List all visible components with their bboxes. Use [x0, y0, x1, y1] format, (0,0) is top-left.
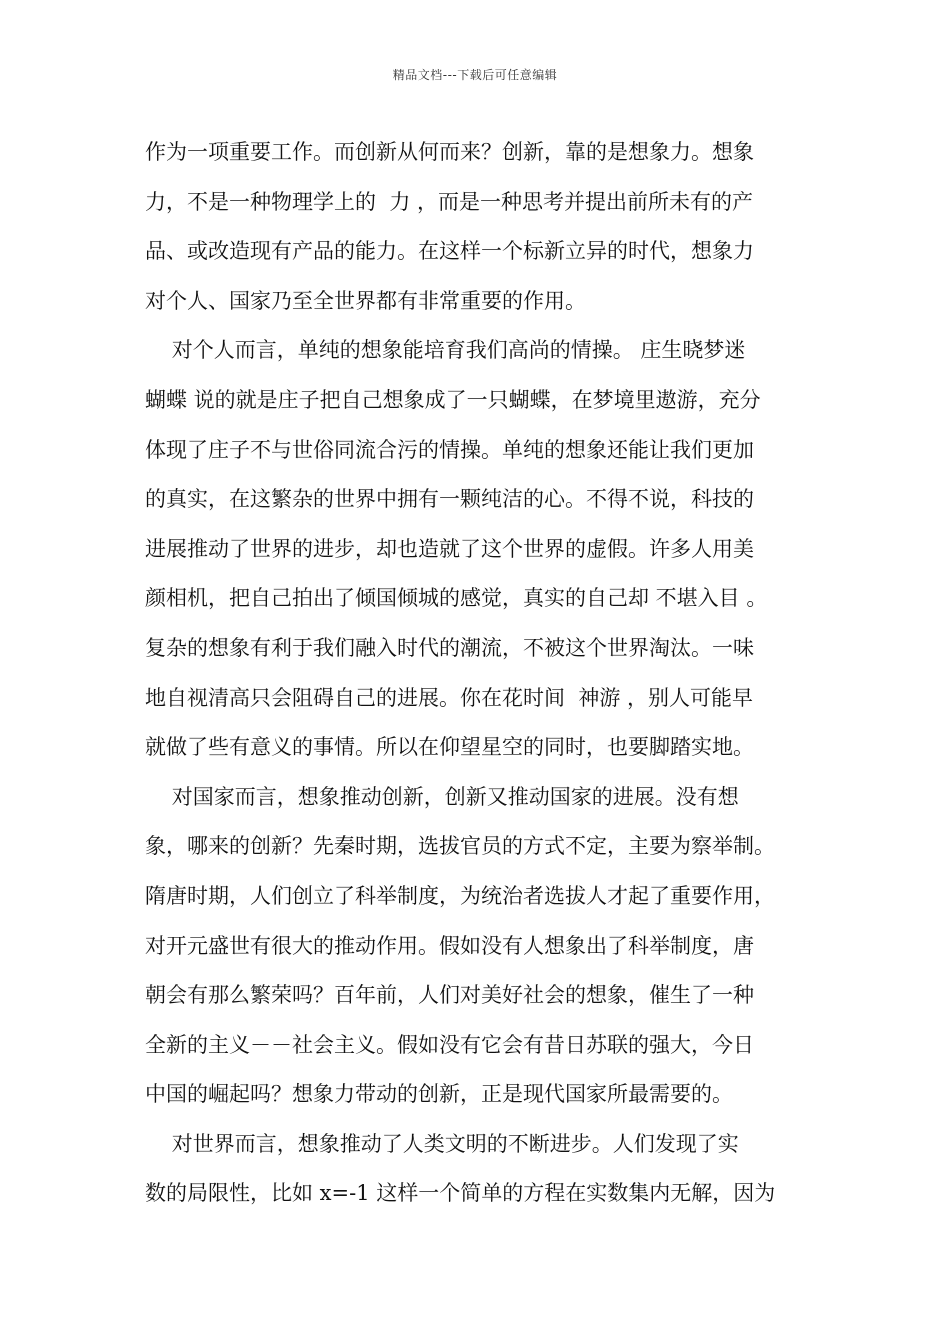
- text-line: 体现了庄子不与世俗同流合污的情操。单纯的想象还能让我们更加: [145, 437, 754, 462]
- text-line: 的真实，在这繁杂的世界中拥有一颗纯洁的心。不得不说，科技的: [145, 487, 754, 512]
- text-line: 象，哪来的创新？先秦时期，选拔官员的方式不定，主要为察举制。: [145, 834, 775, 859]
- text-line: 朝会有那么繁荣吗？百年前，人们对美好社会的想象，催生了一种: [145, 983, 754, 1008]
- text-line: 对个人、国家乃至全世界都有非常重要的作用。: [145, 288, 586, 313]
- text-line: 进展推动了世界的进步，却也造就了这个世界的虚假。许多人用美: [145, 536, 754, 561]
- text-line: 复杂的想象有利于我们融入时代的潮流，不被这个世界淘汰。一味: [145, 635, 754, 660]
- text-line: 对世界而言，想象推动了人类文明的不断进步。人们发现了实: [145, 1131, 739, 1156]
- text-line: 隋唐时期，人们创立了科举制度，为统治者选拔人才起了重要作用，: [145, 883, 775, 908]
- text-line: 就做了些有意义的事情。所以在仰望星空的同时，也要脚踏实地。: [145, 735, 754, 760]
- text-line: 数的局限性，比如 x=-1 这样一个简单的方程在实数集内无解，因为: [145, 1181, 776, 1206]
- page-header: 精品文档---下载后可任意编辑: [392, 68, 558, 82]
- text-line: 颜相机，把自己拍出了倾国倾城的感觉，真实的自己却 不堪入目 。: [145, 586, 768, 611]
- text-line: 对国家而言，想象推动创新，创新又推动国家的进展。没有想: [145, 784, 739, 809]
- text-line: 对开元盛世有很大的推动作用。假如没有人想象出了科举制度，唐: [145, 933, 754, 958]
- text-line: 蝴蝶 说的就是庄子把自己想象成了一只蝴蝶，在梦境里遨游，充分: [145, 387, 761, 412]
- text-line: 中国的崛起吗？想象力带动的创新，正是现代国家所最需要的。: [145, 1082, 733, 1107]
- text-line: 全新的主义－－社会主义。假如没有它会有昔日苏联的强大，今日: [145, 1032, 754, 1057]
- text-line: 作为一项重要工作。而创新从何而来？创新，靠的是想象力。想象: [145, 140, 754, 164]
- text-line: 力，不是一种物理学上的 力 ，而是一种思考并提出前所未有的产: [145, 189, 754, 214]
- text-line: 品、或改造现有产品的能力。在这样一个标新立异的时代，想象力: [145, 239, 754, 264]
- text-line: 对个人而言，单纯的想象能培育我们高尚的情操。 庄生晓梦迷: [145, 338, 746, 363]
- text-line: 地自视清高只会阻碍自己的进展。你在花时间 神游 ，别人可能早: [145, 685, 754, 710]
- document-body: [145, 128, 810, 1219]
